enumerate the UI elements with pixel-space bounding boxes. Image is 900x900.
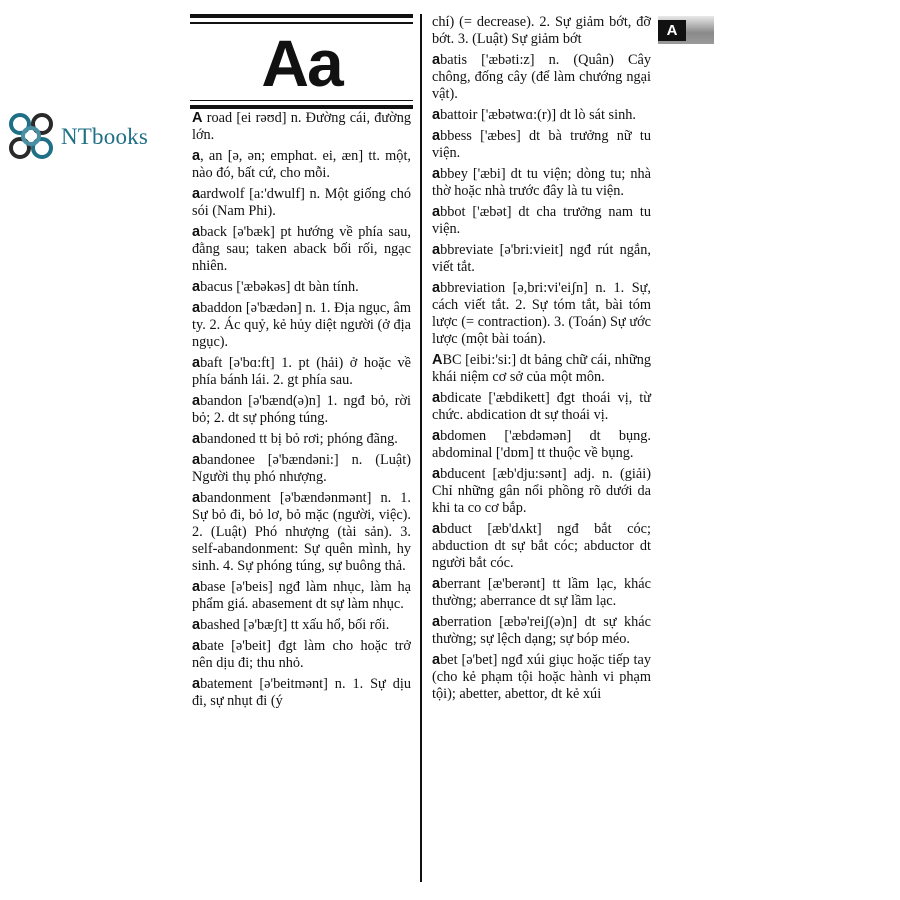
dictionary-entry: aardwolf [a:'dwulf] n. Một giống chó sói (Nam Phi). [192,186,411,219]
column-divider [420,14,422,882]
dictionary-entry: abbess ['æbes] dt bà trưởng nữ tu viện. [432,128,651,161]
dictionary-column-right [432,14,651,707]
thumb-index-tab [658,16,714,44]
headword: a [192,431,201,447]
dictionary-entry: abdicate ['æbdikett] đgt thoái vị, từ chức. abdication dt sự thoái vị. [432,390,651,423]
dictionary-entry: A road [ei rəʊd] n. Đường cái, đường lớn. [192,110,411,143]
dictionary-entry: abbreviate [ə'bri:vieit] ngđ rút ngắn, viết tắt. [432,242,651,275]
dictionary-entry: abate [ə'beit] đgt làm cho hoặc trở nên dịu đi; thu nhỏ. [192,638,411,671]
headword: a [192,393,201,409]
dictionary-entry: abbot ['æbət] dt cha trưởng nam tu viện. [432,204,651,237]
dictionary-entry: abatement [ə'beitmənt] n. 1. Sự dịu đi, sự nhụt đi (ý [192,676,411,709]
headword: a [432,576,441,592]
dictionary-entry: aberrant [æ'berənt] tt lầm lạc, khác thường; aberrance dt sự lầm lạc. [432,576,651,609]
dictionary-entry: ABC [eibi:'si:] dt bảng chữ cái, những khái niệm cơ sở của một môn. [432,352,651,385]
headword: a [192,355,201,371]
dictionary-entry: a, an [ə, ən; emphɑt. ei, æn] tt. một, nào đó, bất cứ, cho mỗi. [192,148,411,181]
headword: a [432,204,441,220]
dictionary-column-left [192,110,411,714]
dictionary-entry: abbreviation [ə,bri:vi'eiʃn] n. 1. Sự, cách viết tắt. 2. Sự tóm tắt, bài tóm lược (= contraction). 3. (Toán) Sự ước lược (một bài toán). [432,280,651,347]
headword: a [192,452,201,468]
section-letter: Aa [261,26,342,100]
headword: a [432,280,441,296]
headword: a [432,128,441,144]
dictionary-entry: abaddon [ə'bædən] n. 1. Địa ngục, âm ty. 2. Ác quỷ, kẻ hủy diệt người (ở địa ngục). [192,300,411,350]
dictionary-entry: abandonee [ə'bændəni:] n. (Luật) Người thụ phó nhượng. [192,452,411,485]
headword: a [432,166,441,182]
headword: a [192,186,201,202]
section-heading-box [190,14,413,109]
dictionary-entry: abducent [æb'dju:sənt] adj. n. (giải) Chỉ những gân nổi phồng rõ dưới da khi ta co cơ bắp. [432,466,651,516]
dictionary-entry: abdomen ['æbdəmən] dt bụng. abdominal ['dɒm] tt thuộc về bụng. [432,428,651,461]
dictionary-entry: abet [ə'bet] ngđ xúi giục hoặc tiếp tay (cho kẻ phạm tội hoặc hành vi phạm tội); abetter, abettor, dt kẻ xúi [432,652,651,702]
headword: a [192,224,201,240]
dictionary-entry: aberration [æbə'reiʃ(ə)n] dt sự khác thường; sự lệch dạng; sự bóp méo. [432,614,651,647]
dictionary-entry: abaft [ə'bɑ:ft] 1. pt (hải) ở hoặc về phía bánh lái. 2. gt phía sau. [192,355,411,388]
headword: A [432,352,443,368]
headword: a [432,242,441,258]
headword: a [432,107,441,123]
dictionary-entry: abandonment [ə'bændənmənt] n. 1. Sự bỏ đi, bỏ lơ, bỏ mặc (người, việc). 2. (Luật) Phó nhượng (tài sản). 3. self-abandonment: Sự quên mình, hy sinh. 4. Sự phóng túng, sự buông thả. [192,490,411,574]
rule-top [190,14,413,18]
headword: a [192,300,201,316]
headword: a [432,52,441,68]
headword: a [192,148,201,164]
headword: a [192,579,201,595]
logo-text: NTbooks [61,124,149,149]
headword: a [432,390,441,406]
headword: a [192,676,201,692]
dictionary-entry: aback [ə'bæk] pt hướng về phía sau, đằng sau; taken aback bối rối, ngạc nhiên. [192,224,411,274]
ntbooks-logo [4,110,148,164]
dictionary-entry: abatis ['æbəti:z] n. (Quân) Cây chông, đống cây (để làm chướng ngại vật). [432,52,651,102]
rule-top-thin [190,22,413,24]
tab-letter: A [666,22,678,39]
headword: a [432,428,441,444]
headword: a [192,638,201,654]
dictionary-entry: abase [ə'beis] ngđ làm nhục, làm hạ phẩm giá. abasement dt sự làm nhục. [192,579,411,612]
headword: a [432,652,441,668]
dictionary-entry: abduct [æb'dʌkt] ngđ bắt cóc; abduction dt sự bắt cóc; abductor dt người bắt cóc. [432,521,651,571]
dictionary-entry: abandoned tt bị bỏ rơi; phóng đãng. [192,431,398,447]
headword: a [192,617,201,633]
dictionary-entry: chí) (= decrease). 2. Sự giảm bớt, đỡ bớt. 3. (Luật) Sự giảm bớt [432,14,651,47]
dictionary-entry: abbey ['æbi] dt tu viện; dòng tu; nhà thờ hoặc nhà trước đây là tu viện. [432,166,651,199]
dictionary-entry: abattoir ['æbətwɑ:(r)] dt lò sát sinh. [432,107,636,123]
celtic-knot-logo-icon [4,110,58,164]
headword: a [432,614,441,630]
rule-bottom [190,105,413,109]
headword: a [432,521,441,537]
headword: a [432,466,441,482]
headword: A [192,110,203,126]
headword: a [192,279,201,295]
rule-bottom-thin [190,100,413,102]
headword: a [192,490,201,506]
dictionary-entry: abacus ['æbəkəs] dt bàn tính. [192,279,359,295]
dictionary-entry: abandon [ə'bænd(ə)n] 1. ngđ bỏ, rời bỏ; 2. dt sự phóng túng. [192,393,411,426]
dictionary-entry: abashed [ə'bæʃt] tt xấu hổ, bối rối. [192,617,390,633]
